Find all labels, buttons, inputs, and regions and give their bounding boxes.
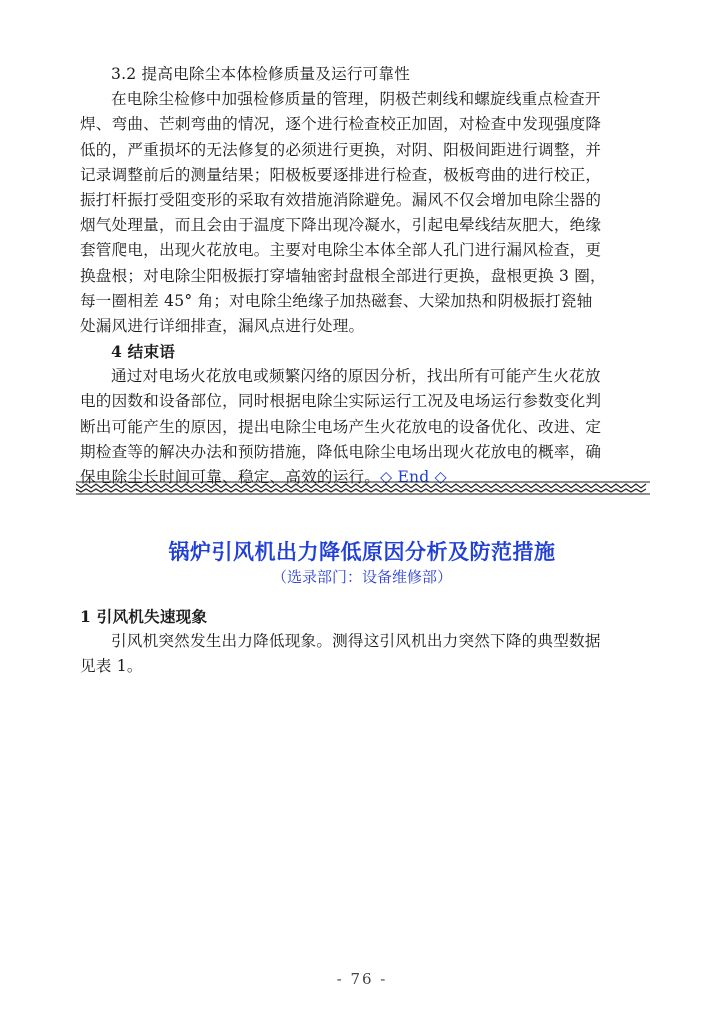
page-number: - 76 - — [336, 970, 388, 988]
section-heading: 1 引风机失速现象 — [80, 607, 208, 626]
section-heading: 4 结束语 — [111, 342, 176, 362]
paragraph-line: 记录调整前后的测量结果；阳极板要逐排进行检查，极板弯曲的进行校正， — [80, 165, 602, 184]
end-mark: ◇ End ◇ — [380, 468, 447, 486]
paragraph-line: 振打杆振打受阻变形的采取有效措施消除避免。漏风不仅会增加电除尘器的 — [80, 190, 602, 209]
paragraph-text: 保电除尘长时间可靠、稳定、高效的运行。 — [80, 468, 381, 486]
paragraph-line: 引风机突然发生出力降低现象。测得这引风机出力突然下降的典型数据 — [111, 632, 601, 651]
paragraph-line: 电的因数和设备部位，同时根据电除尘实际运行工况及电场运行参数变化判 — [80, 392, 602, 411]
section-1 — [80, 604, 646, 680]
paragraph-line: 换盘根；对电除尘阳极振打穿墙轴密封盘根全部进行更换，盘根更换 3 圈， — [80, 266, 606, 285]
paragraph-line: 套管爬电，出现火花放电。主要对电除尘本体全部人孔门进行漏风检查，更 — [80, 241, 602, 260]
paragraph-line: 处漏风进行详细排查，漏风点进行处理。 — [80, 316, 365, 335]
paragraph-line: 每一圈相差 45° 角；对电除尘绝缘子加热磁套、大梁加热和阴极振打瓷轴 — [80, 291, 593, 310]
paragraph-line: 焊、弯曲、芒刺弯曲的情况，逐个进行检查校正加固，对检查中发现强度降 — [80, 115, 602, 134]
paragraph-line: 烟气处理量，而且会由于温度下降出现冷凝水，引起电晕线结灰肥大，绝缘 — [80, 216, 602, 235]
paragraph-line: 通过对电场火花放电或频繁闪络的原因分析，找出所有可能产生火花放 — [111, 367, 601, 386]
article-subtitle: （选录部门：设备维修部） — [271, 568, 452, 586]
wavy-divider — [76, 480, 650, 496]
paragraph-line: 见表 1。 — [80, 657, 143, 676]
section-3-2 — [80, 62, 646, 490]
paragraph-line: 在电除尘检修中加强检修质量的管理，阴极芒刺线和螺旋线重点检查开 — [111, 90, 601, 109]
article-title: 锅炉引风机出力降低原因分析及防范措施 — [168, 540, 556, 564]
paragraph-line: 断出可能产生的原因，提出电除尘电场产生火花放电的设备优化、改进、定 — [80, 417, 602, 436]
paragraph-line: 低的，严重损坏的无法修复的必须进行更换，对阴、阳极间距进行调整，并 — [80, 140, 602, 159]
section-heading: 3.2 提高电除尘本体检修质量及运行可靠性 — [111, 65, 411, 83]
paragraph-line: 期检查等的解决办法和预防措施，降低电除尘电场出现火花放电的概率，确 — [80, 442, 602, 461]
